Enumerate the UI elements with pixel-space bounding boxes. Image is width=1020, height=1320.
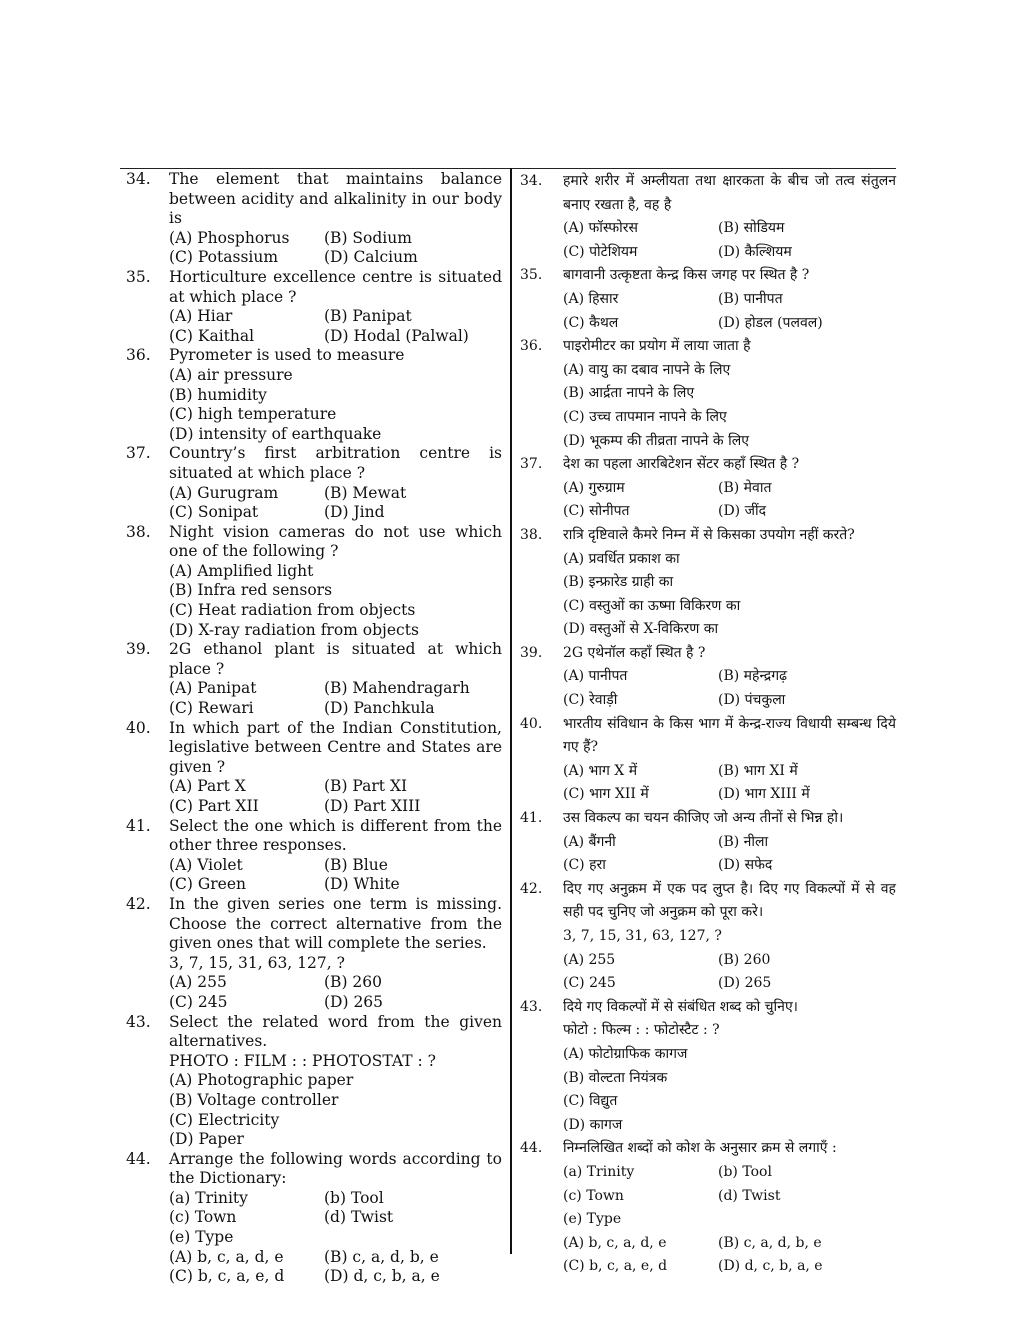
option: (C) कैथल: [563, 314, 619, 331]
hi-question-38: [520, 524, 896, 642]
option: (C) Heat radiation from objects: [169, 601, 416, 620]
option: (D) Paper: [169, 1130, 244, 1149]
question-number: 38.: [126, 522, 151, 541]
option: (B) c, a, d, b, e: [718, 1234, 822, 1251]
question-stem: Select the related word from the given alternatives.: [169, 1012, 502, 1051]
options-list: [563, 217, 896, 264]
question-stem: देश का पहला आरबिटेशन सेंटर कहाँ स्थित है ?: [563, 456, 800, 473]
option: (B) मेवात: [718, 479, 772, 496]
question-number: 40.: [520, 715, 543, 732]
question-body: [169, 170, 502, 268]
question-number: 41.: [520, 810, 543, 827]
option: (B) आर्द्रता नापने के लिए: [563, 385, 695, 402]
question-body: [563, 807, 896, 878]
option: (D) भाग XIII में: [718, 786, 810, 803]
options-list: [169, 307, 502, 346]
option: (D) भूकम्प की तीव्रता नापने के लिए: [563, 432, 749, 449]
option: (A) Amplified light: [169, 561, 314, 580]
option: (D) कैल्शियम: [718, 243, 792, 260]
option: (D) पंचकुला: [718, 692, 786, 709]
option: (B) 260: [324, 973, 382, 992]
hi-question-41: [520, 807, 896, 878]
question-number: 34.: [520, 173, 543, 189]
question-stem: In the given series one term is missing. Choose the correct alternative from the given ones that will complete the series.: [169, 894, 502, 953]
hi-question-40: [520, 713, 896, 807]
option: (D) X-ray radiation from objects: [169, 620, 419, 639]
en-question-43: [126, 1013, 502, 1150]
question-body: [563, 264, 896, 335]
option: (C) पोटेशियम: [563, 243, 638, 260]
question-body: [563, 878, 896, 996]
option: (c) Town: [169, 1208, 237, 1227]
question-stem: उस विकल्प का चयन कीजिए जो अन्य तीनों से भिन्न हो।: [563, 810, 844, 827]
question-extra-line: 3, 7, 15, 31, 63, 127, ?: [563, 928, 722, 944]
option: (A) हिसार: [563, 290, 619, 307]
en-question-39: [126, 640, 502, 718]
question-stem: 2G एथेनॉल कहाँ स्थित है ?: [563, 644, 706, 661]
option: (b) Tool: [718, 1163, 772, 1180]
question-body: [169, 346, 502, 444]
question-stem: रात्रि दृष्टिवाले कैमरे निम्न में से किसका उपयोग नहीं करते?: [563, 526, 855, 543]
option: (a) Trinity: [169, 1188, 248, 1207]
question-stem: Night vision cameras do not use which one of the following ?: [169, 522, 502, 561]
question-body: [563, 170, 896, 264]
options-list: [563, 1161, 896, 1279]
option: (A) Phosphorus: [169, 228, 290, 247]
option: (D) वस्तुओं से X-विकिरण का: [563, 621, 719, 638]
question-number: 37.: [126, 444, 151, 463]
options-list: [563, 665, 896, 712]
hi-question-36: [520, 335, 896, 453]
option: (A) वायु का दबाव नापने के लिए: [563, 361, 731, 378]
question-number: 36.: [520, 338, 543, 355]
option: (C) 245: [169, 992, 228, 1011]
option: (C) उच्च तापमान नापने के लिए: [563, 408, 727, 425]
option: (B) humidity: [169, 385, 267, 404]
question-body: [563, 642, 896, 713]
question-number: 35.: [126, 267, 151, 286]
question-body: [169, 895, 502, 1013]
hi-question-42: [520, 878, 896, 996]
option: (C) Green: [169, 875, 247, 894]
option: (B) पानीपत: [718, 290, 783, 307]
options-list: [563, 359, 896, 453]
option: (e) Type: [169, 1228, 234, 1247]
option: (A) फॉस्फोरस: [563, 220, 638, 237]
option: (B) महेन्द्रगढ़: [718, 668, 787, 685]
question-stem: Arrange the following words according to the Dictionary:: [169, 1149, 502, 1188]
question-body: [563, 524, 896, 642]
option: (B) इन्फ्रारेड ग्राही का: [563, 574, 674, 591]
option: (A) भाग X में: [563, 762, 638, 779]
question-body: [563, 453, 896, 524]
option: (C) हरा: [563, 857, 606, 874]
option: (B) c, a, d, b, e: [324, 1247, 439, 1266]
option: [324, 1228, 502, 1248]
option: (B) भाग XI में: [718, 762, 798, 779]
question-number: 36.: [126, 346, 151, 365]
options-list: [169, 777, 502, 816]
en-question-38: [126, 523, 502, 641]
question-stem: 2G ethanol plant is situated at which place ?: [169, 640, 502, 678]
option: (b) Tool: [324, 1188, 384, 1207]
option: (A) b, c, a, d, e: [169, 1247, 284, 1266]
en-question-36: [126, 346, 502, 444]
option: (A) पानीपत: [563, 668, 628, 685]
option: (C) सोनीपत: [563, 503, 630, 520]
option: (B) वोल्टता नियंत्रक: [563, 1069, 668, 1086]
option: (B) Mahendragarh: [324, 679, 470, 698]
option: (A) प्रवर्धित प्रकाश का: [563, 550, 680, 567]
options-list: [563, 477, 896, 524]
option: (A) गुरुग्राम: [563, 479, 625, 496]
question-number: 40.: [126, 718, 151, 737]
option: (A) Violet: [169, 855, 243, 874]
option: (C) high temperature: [169, 405, 337, 424]
option: (D) intensity of earthquake: [169, 424, 382, 443]
question-number: 37.: [520, 456, 543, 473]
option: (D) 265: [718, 975, 772, 992]
question-stem: भारतीय संविधान के किस भाग में केन्द्र-राज्य विधायी सम्बन्ध दिये गए हैं?: [563, 715, 896, 756]
option: (C) Kaithal: [169, 326, 255, 345]
hi-question-43: [520, 996, 896, 1138]
question-number: 43.: [520, 998, 543, 1015]
option: (e) Type: [563, 1211, 622, 1228]
question-stem: निम्नलिखित शब्दों को कोश के अनुसार क्रम से लगाएँ :: [563, 1140, 837, 1157]
option: (C) b, c, a, e, d: [563, 1258, 668, 1275]
options-list: [169, 1071, 502, 1149]
question-number: 34.: [126, 170, 151, 188]
question-number: 42.: [126, 894, 151, 913]
top-rule: [120, 168, 896, 169]
options-list: [563, 548, 896, 642]
question-body: [169, 1150, 502, 1287]
options-list: [563, 1043, 896, 1137]
option: (B) Part XI: [324, 777, 408, 796]
question-body: [563, 713, 896, 807]
question-number: 43.: [126, 1012, 151, 1031]
question-body: [169, 268, 502, 346]
option: (C) Potassium: [169, 248, 279, 267]
option: (C) Rewari: [169, 699, 254, 718]
question-number: 44.: [126, 1149, 151, 1168]
question-stem: हमारे शरीर में अम्लीयता तथा क्षारकता के बीच जो तत्व संतुलन बनाए रखता है, वह है: [563, 173, 896, 213]
question-stem: दिए गए अनुक्रम में एक पद लुप्त है। दिए गए विकल्पों में से वह सही पद चुनिए जो अनुक्रम को पूरा करे।: [563, 880, 896, 921]
question-body: [169, 1013, 502, 1150]
option: (A) Part X: [169, 777, 246, 796]
option: (D) Jind: [324, 503, 385, 522]
question-body: [169, 817, 502, 895]
option: (D) जींद: [718, 503, 767, 520]
question-body: [563, 335, 896, 453]
question-stem: Select the one which is different from the other three responses.: [169, 816, 502, 855]
hi-question-35: [520, 264, 896, 335]
option: (A) फोटोग्राफिक कागज: [563, 1045, 688, 1062]
option: (A) b, c, a, d, e: [563, 1234, 667, 1251]
option: (a) Trinity: [563, 1163, 635, 1180]
question-number: 38.: [520, 526, 543, 543]
options-list: [169, 973, 502, 1012]
option: (A) Gurugram: [169, 483, 279, 502]
option: (B) सोडियम: [718, 220, 785, 237]
options-list: [169, 484, 502, 523]
question-extra-line: फोटो : फिल्म : : फोटोस्टैट : ?: [563, 1022, 720, 1039]
options-list: [169, 562, 502, 640]
question-number: 41.: [126, 816, 151, 835]
option: (D) White: [324, 875, 400, 894]
question-stem: In which part of the Indian Constitution, legislative between Centre and States are given ?: [169, 718, 502, 776]
option: (C) रेवाड़ी: [563, 692, 618, 709]
option: (D) सफेद: [718, 857, 773, 874]
option: (B) 260: [718, 951, 771, 968]
hindi-column: [520, 170, 896, 1279]
option: (B) Mewat: [324, 483, 407, 502]
options-list: [169, 856, 502, 895]
option: (B) Panipat: [324, 307, 412, 326]
option: (C) वस्तुओं का ऊष्मा विकिरण का: [563, 597, 741, 614]
option: (A) Photographic paper: [169, 1071, 354, 1090]
question-body: [169, 444, 502, 522]
option: (B) नीला: [718, 833, 769, 850]
question-number: 39.: [520, 644, 543, 661]
en-question-42: [126, 895, 502, 1013]
english-column: [126, 170, 502, 1287]
question-stem: बागवानी उत्कृष्टता केन्द्र किस जगह पर स्थित है ?: [563, 267, 810, 284]
en-question-37: [126, 444, 502, 522]
option: (D) d, c, b, a, e: [718, 1258, 823, 1275]
options-list: [169, 229, 502, 268]
option: (D) Calcium: [324, 248, 418, 267]
question-body: [169, 719, 502, 817]
option: (D) होडल (पलवल): [718, 314, 823, 331]
option: (C) Part XII: [169, 797, 259, 815]
question-stem: Country’s first arbitration centre is situated at which place ?: [169, 444, 502, 482]
option: (D) कागज: [563, 1116, 623, 1133]
option: (A) Hiar: [169, 307, 233, 326]
hi-question-39: [520, 642, 896, 713]
en-question-44: [126, 1150, 502, 1287]
option: [718, 1208, 896, 1232]
en-question-40: [126, 719, 502, 817]
question-stem: Pyrometer is used to measure: [169, 346, 405, 365]
question-extra-line: 3, 7, 15, 31, 63, 127, ?: [169, 953, 345, 972]
options-list: [169, 366, 502, 444]
options-list: [563, 949, 896, 996]
question-stem: Horticulture excellence centre is situated at which place ?: [169, 267, 502, 306]
option: (D) d, c, b, a, e: [324, 1267, 440, 1286]
question-body: [563, 996, 896, 1138]
option: (A) 255: [169, 973, 227, 992]
column-divider: [510, 168, 512, 1254]
option: (C) Sonipat: [169, 503, 259, 522]
option: (C) 245: [563, 975, 616, 992]
question-body: [169, 523, 502, 641]
question-body: [169, 640, 502, 718]
option: (C) विद्युत: [563, 1093, 618, 1110]
en-question-35: [126, 268, 502, 346]
option: (A) Panipat: [169, 679, 257, 698]
option: (C) भाग XII में: [563, 786, 649, 803]
hi-question-44: [520, 1137, 896, 1279]
option: (C) b, c, a, e, d: [169, 1267, 285, 1286]
option: (d) Twist: [718, 1187, 781, 1204]
question-number: 42.: [520, 880, 543, 897]
options-list: [563, 288, 896, 335]
option: (B) Sodium: [324, 228, 412, 247]
question-stem: पाइरोमीटर का प्रयोग में लाया जाता है: [563, 338, 751, 355]
question-extra-line: PHOTO : FILM : : PHOTOSTAT : ?: [169, 1051, 436, 1070]
options-list: [169, 1189, 502, 1287]
options-list: [563, 831, 896, 878]
question-number: 35.: [520, 267, 543, 284]
option: (B) Voltage controller: [169, 1090, 339, 1109]
option: (A) 255: [563, 951, 616, 968]
options-list: [563, 760, 896, 807]
options-list: [169, 679, 502, 718]
option: (D) Part XIII: [324, 797, 421, 815]
option: (d) Twist: [324, 1208, 394, 1227]
option: (B) Blue: [324, 855, 388, 874]
option: (C) Electricity: [169, 1110, 280, 1129]
question-number: 39.: [126, 640, 151, 659]
option: (D) Panchkula: [324, 699, 435, 718]
hi-question-37: [520, 453, 896, 524]
option: (A) बैंगनी: [563, 833, 616, 850]
hi-question-34: [520, 170, 896, 264]
en-question-41: [126, 817, 502, 895]
question-stem: The element that maintains balance between acidity and alkalinity in our body is: [169, 170, 502, 228]
question-stem: दिये गए विकल्पों में से संबंधित शब्द को चुनिए।: [563, 998, 798, 1015]
option: (A) air pressure: [169, 365, 293, 384]
question-number: 44.: [520, 1140, 543, 1157]
option: (D) 265: [324, 992, 384, 1011]
en-question-34: [126, 170, 502, 268]
option: (D) Hodal (Palwal): [324, 326, 469, 345]
question-body: [563, 1137, 896, 1279]
option: (c) Town: [563, 1187, 624, 1204]
option: (B) Infra red sensors: [169, 581, 333, 600]
